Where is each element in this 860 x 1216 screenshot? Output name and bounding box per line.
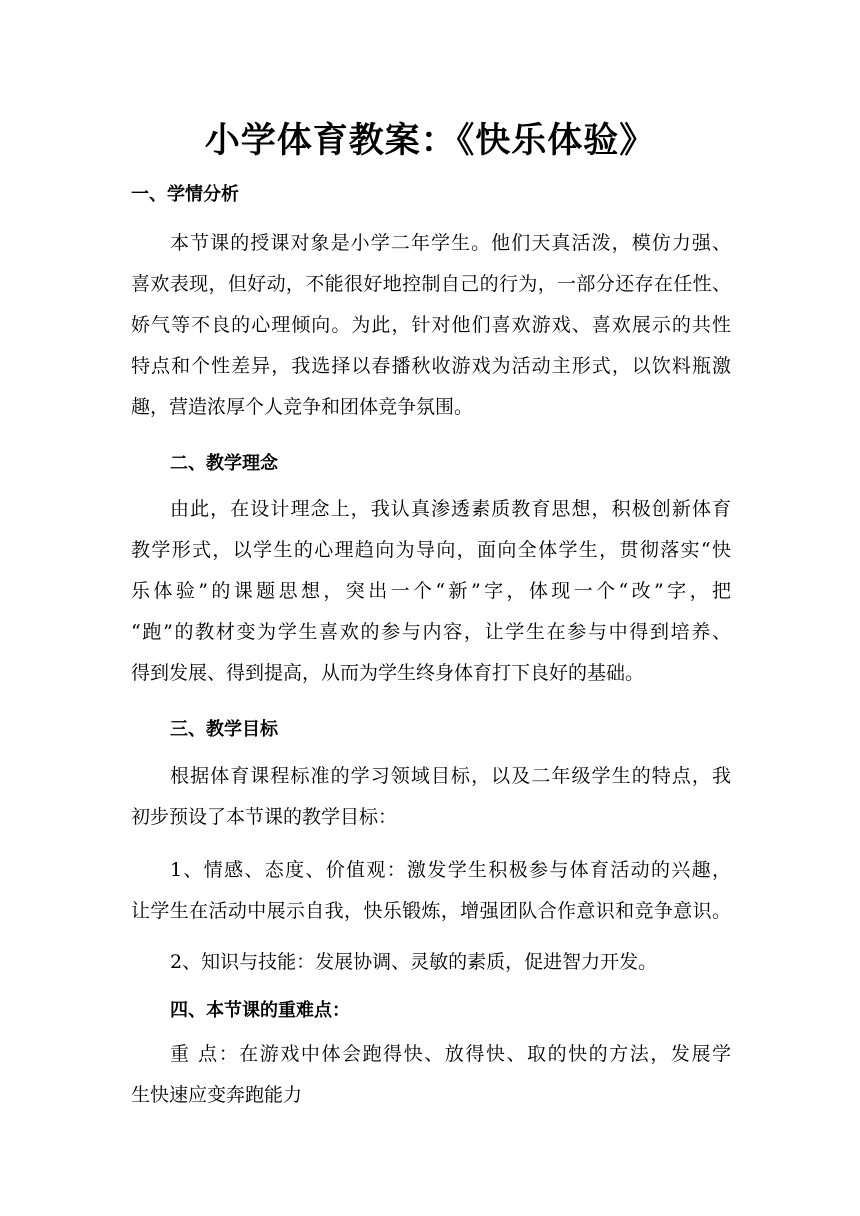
section-heading-teaching-goals: 三、教学目标 bbox=[170, 719, 278, 740]
paragraph-line: 特点和个性差异，我选择以春播秋收游戏为活动主形式，以饮料瓶激 bbox=[131, 355, 731, 377]
paragraph-line: 生快速应变奔跑能力 bbox=[131, 1084, 303, 1106]
paragraph-line: 1、情感、态度、价值观：激发学生积极参与体育活动的兴趣， bbox=[170, 859, 731, 881]
paragraph-line: 趣，营造浓厚个人竞争和团体竞争氛围。 bbox=[131, 396, 474, 418]
section-heading-learning-analysis: 一、学情分析 bbox=[131, 184, 239, 205]
paragraph-line: 本节课的授课对象是小学二年学生。他们天真活泼，模仿力强、 bbox=[170, 232, 731, 254]
paragraph-line: 由此，在设计理念上，我认真渗透素质教育思想，积极创新体育 bbox=[170, 498, 731, 520]
paragraph-line: 乐体验”的课题思想，突出一个“新”字，体现一个“改”字，把 bbox=[131, 580, 731, 602]
paragraph-line: 重 点：在游戏中体会跑得快、放得快、取的快的方法，发展学 bbox=[170, 1043, 731, 1065]
paragraph-line: 2、知识与技能：发展协调、灵敏的素质，促进智力开发。 bbox=[170, 951, 658, 973]
document-title: 小学体育教案：《快乐体验》 bbox=[204, 121, 656, 161]
paragraph-line: 得到发展、得到提高，从而为学生终身体育打下良好的基础。 bbox=[131, 662, 645, 684]
paragraph-line: 让学生在活动中展示自我，快乐锻炼，增强团队合作意识和竞争意识。 bbox=[131, 900, 731, 922]
paragraph-line: 教学形式，以学生的心理趋向为导向，面向全体学生，贯彻落实“快 bbox=[131, 539, 731, 561]
paragraph-line: “跑”的教材变为学生喜欢的参与内容，让学生在参与中得到培养、 bbox=[131, 621, 731, 643]
paragraph-line: 根据体育课程标准的学习领域目标，以及二年级学生的特点，我 bbox=[170, 765, 731, 787]
section-heading-key-points: 四、本节课的重难点： bbox=[170, 1000, 350, 1021]
paragraph-line: 娇气等不良的心理倾向。为此，针对他们喜欢游戏、喜欢展示的共性 bbox=[131, 314, 731, 336]
paragraph-line: 喜欢表现，但好动，不能很好地控制自己的行为，一部分还存在任性、 bbox=[131, 273, 731, 295]
section-heading-teaching-philosophy: 二、教学理念 bbox=[170, 453, 278, 474]
paragraph-line: 初步预设了本节课的教学目标： bbox=[131, 806, 398, 828]
